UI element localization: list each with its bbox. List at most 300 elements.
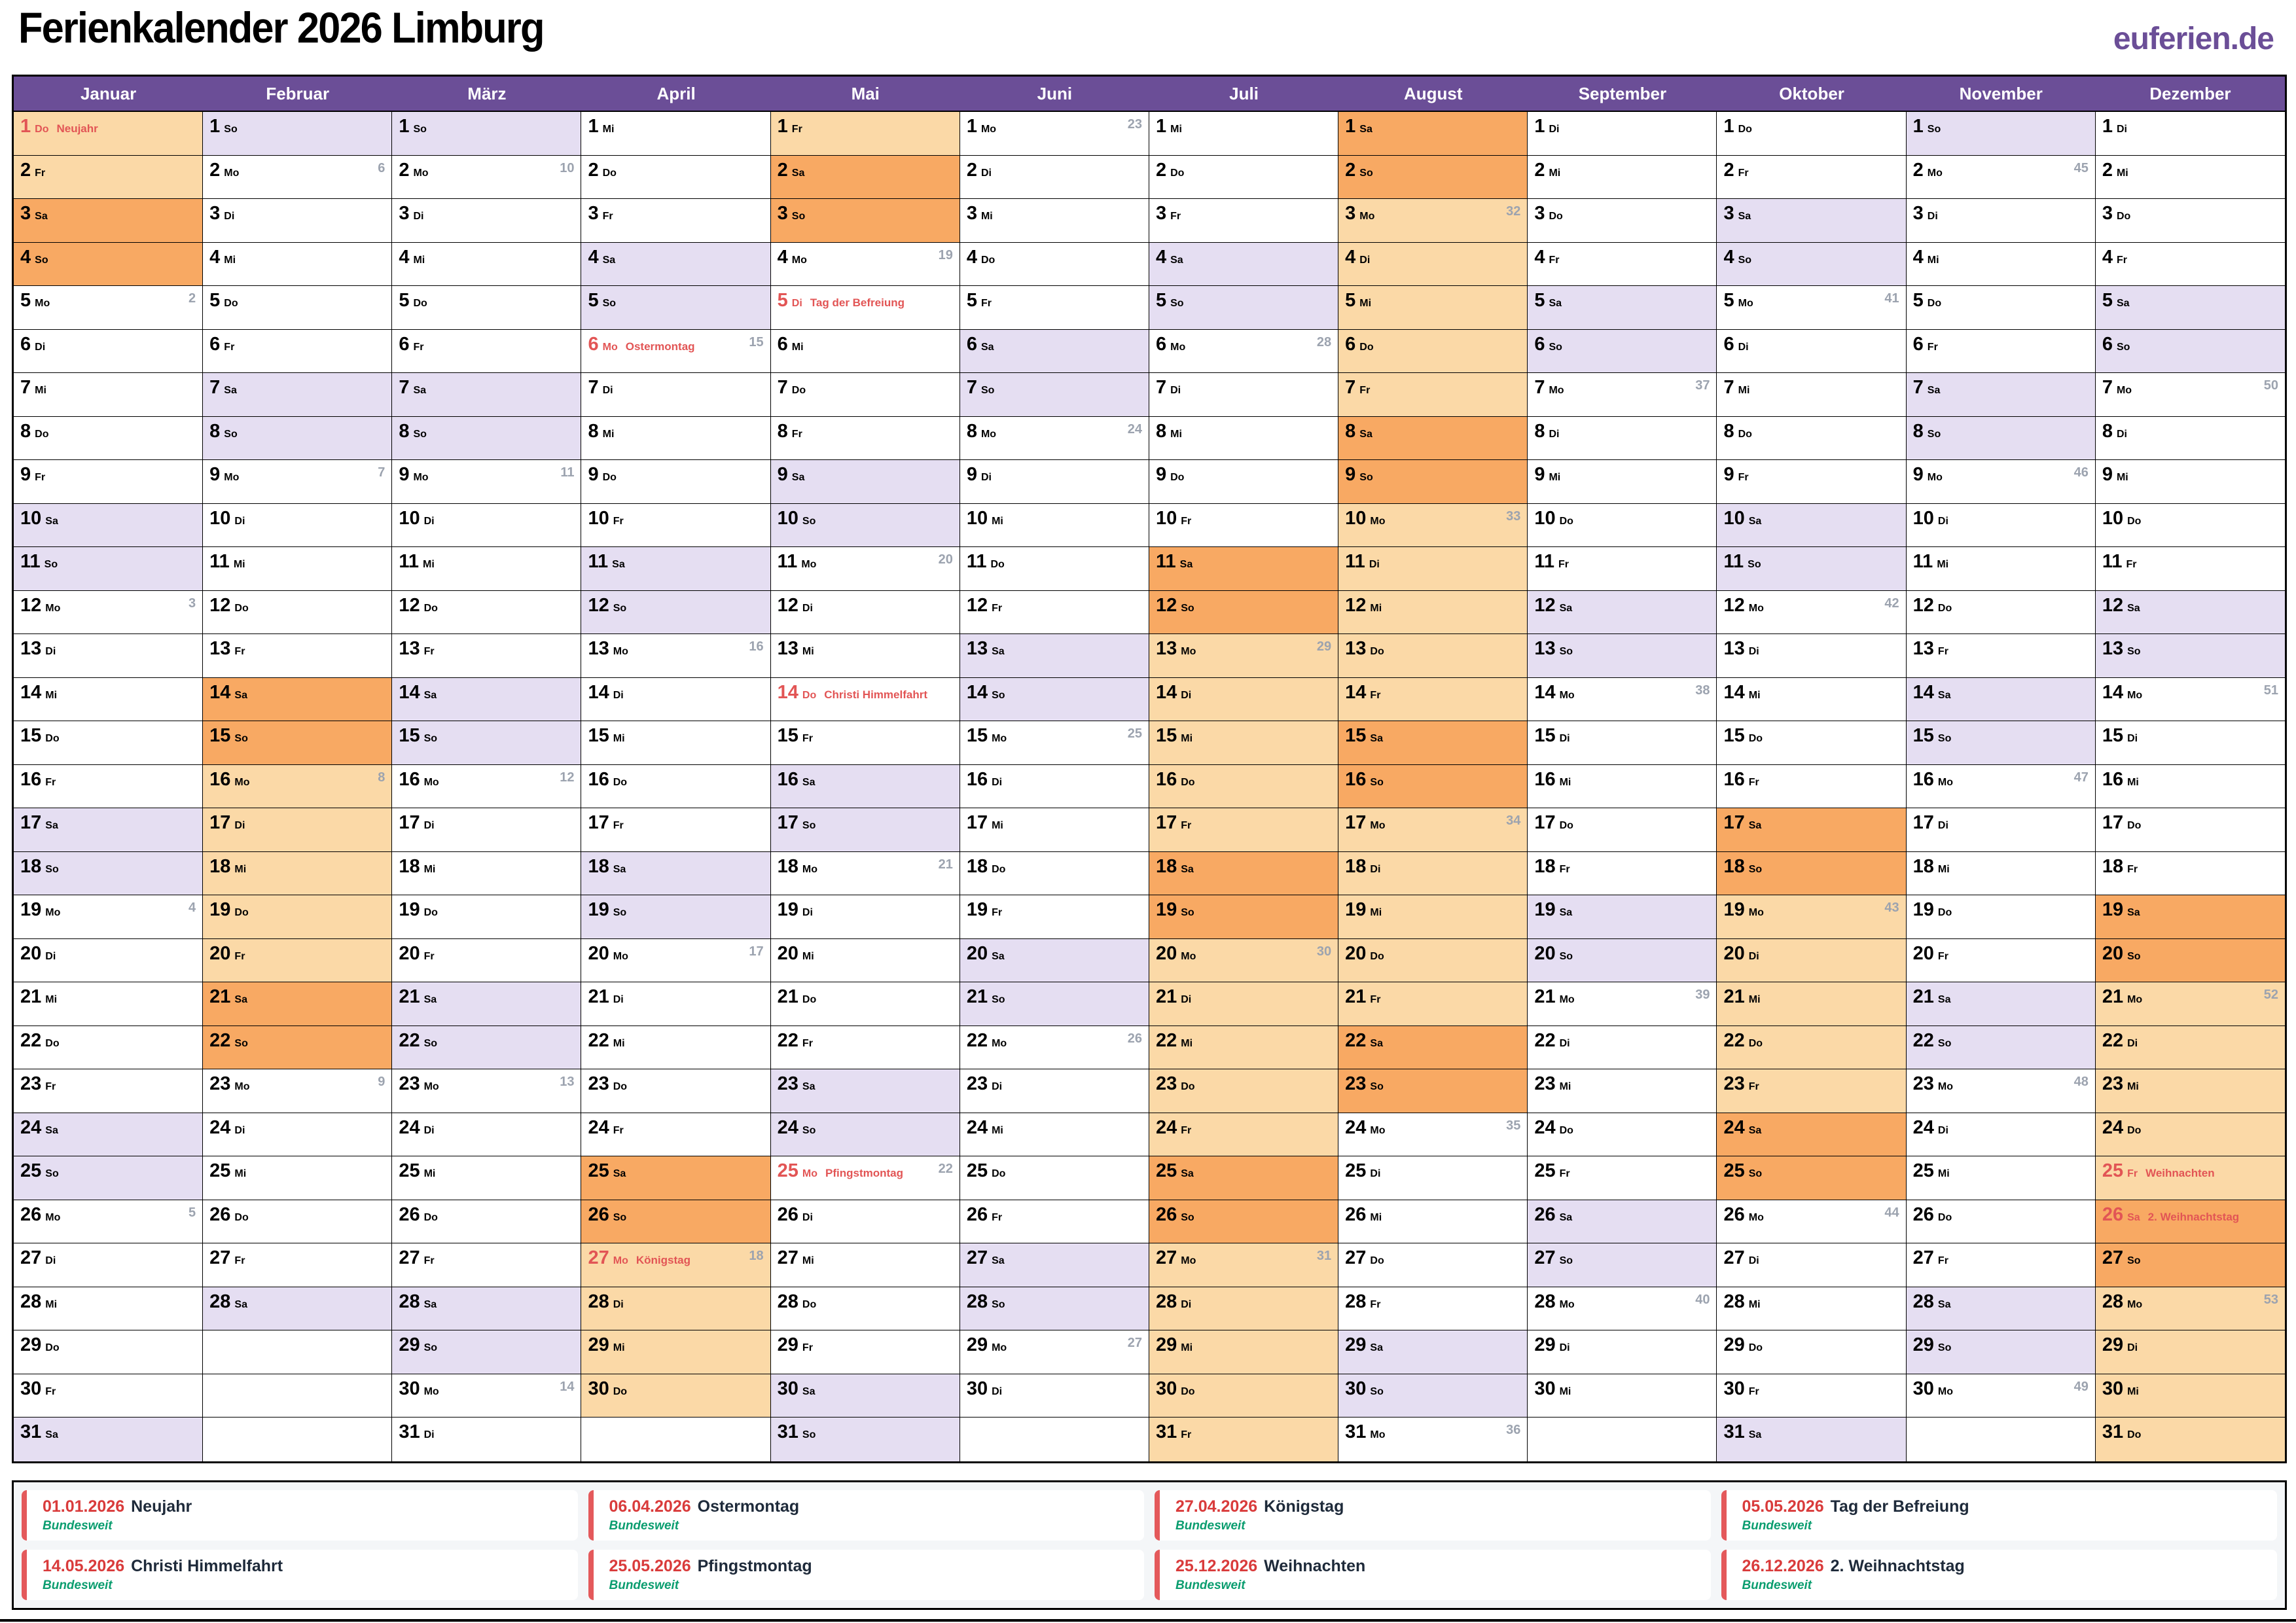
day-number: 26: [20, 1204, 42, 1225]
day-number: 16: [1155, 768, 1177, 790]
day-cell: [581, 112, 770, 156]
weekday-abbrev: Mo: [423, 1385, 439, 1397]
day-number: 6: [1912, 333, 1924, 355]
day-number: 14: [209, 681, 231, 703]
day-cell: [14, 982, 203, 1026]
day-cell: [1338, 1200, 1528, 1244]
day-cell: [581, 504, 770, 548]
weekday-abbrev: Sa: [1738, 211, 1751, 223]
weekday-abbrev: So: [45, 1168, 59, 1180]
weekday-abbrev: Mi: [992, 820, 1003, 832]
week-number: 17: [749, 944, 764, 959]
day-number: 6: [209, 333, 221, 355]
weekday-abbrev: So: [1748, 1168, 1763, 1180]
day-number: 9: [1155, 464, 1167, 486]
empty-cell: [960, 1418, 1149, 1461]
day-cell: [1907, 1113, 2096, 1157]
day-number: 15: [399, 725, 420, 747]
day-cell: [1338, 634, 1528, 678]
weekday-abbrev: Sa: [1549, 298, 1562, 310]
weekday-abbrev: Mo: [992, 1342, 1007, 1354]
weekday-abbrev: Di: [2127, 1342, 2138, 1354]
day-cell: [960, 504, 1149, 548]
week-number: 43: [1884, 901, 1899, 916]
day-cell: [1149, 939, 1338, 983]
day-cell: [1717, 591, 1906, 635]
day-number: 27: [1723, 1247, 1745, 1269]
legend-holiday-date: 06.04.2026: [609, 1497, 691, 1516]
day-cell: [771, 1200, 960, 1244]
weekday-abbrev: Do: [423, 602, 438, 614]
day-number: 21: [2102, 986, 2124, 1008]
day-cell: [581, 330, 770, 374]
day-number: 3: [209, 203, 221, 224]
week-number: 21: [938, 857, 953, 872]
day-cell: [392, 1418, 581, 1461]
day-number: 24: [20, 1116, 42, 1138]
week-number: 40: [1695, 1292, 1710, 1307]
day-number: 2: [777, 159, 788, 181]
weekday-abbrev: Mo: [224, 472, 240, 484]
day-number: 8: [20, 420, 31, 442]
day-number: 20: [1345, 942, 1367, 964]
day-cell: [1717, 678, 1906, 722]
day-cell: [1907, 1374, 2096, 1418]
weekday-abbrev: Mi: [1937, 559, 1949, 571]
legend-title-line: [1175, 1497, 1695, 1516]
weekday-abbrev: Mo: [992, 733, 1007, 745]
day-number: 25: [1155, 1160, 1177, 1182]
week-number: 9: [378, 1075, 386, 1090]
day-number: 3: [777, 203, 788, 224]
day-number: 18: [20, 855, 42, 877]
weekday-abbrev: Di: [2127, 1037, 2138, 1049]
day-cell: [1149, 591, 1338, 635]
day-number: 21: [399, 986, 420, 1008]
holiday-label: Christi Himmelfahrt: [824, 688, 927, 701]
day-cell: [1717, 1156, 1906, 1200]
day-cell: [14, 765, 203, 809]
day-number: 1: [2102, 116, 2113, 137]
day-number: 18: [2102, 855, 2124, 877]
day-number: 9: [1723, 464, 1734, 486]
day-number: 24: [588, 1116, 609, 1138]
day-cell: [1907, 112, 2096, 156]
weekday-abbrev: Di: [423, 1429, 435, 1441]
day-cell: [581, 1113, 770, 1157]
day-number: 28: [966, 1291, 988, 1312]
weekday-abbrev: Fr: [423, 1255, 435, 1267]
day-cell: [1907, 939, 2096, 983]
day-cell: [960, 547, 1149, 591]
weekday-abbrev: Di: [1181, 1298, 1192, 1310]
weekday-abbrev: Mi: [423, 1168, 436, 1180]
day-number: 24: [2102, 1116, 2124, 1138]
weekday-abbrev: Fr: [45, 776, 56, 788]
day-number: 18: [1155, 855, 1177, 877]
week-number: 22: [938, 1162, 953, 1177]
day-cell: [1528, 982, 1717, 1026]
weekday-abbrev: Do: [992, 863, 1006, 875]
week-number: 33: [1506, 508, 1521, 524]
day-number: 6: [399, 333, 410, 355]
day-cell: [1907, 1243, 2096, 1287]
day-cell: [2096, 808, 2285, 852]
legend-card: [1155, 1490, 1711, 1541]
day-number: 5: [1534, 290, 1545, 312]
day-number: 5: [966, 290, 977, 312]
day-cell: [2096, 373, 2285, 417]
day-number: 19: [2102, 899, 2124, 921]
weekday-abbrev: Fr: [613, 820, 624, 832]
day-number: 28: [20, 1291, 42, 1312]
weekday-abbrev: Mo: [45, 1211, 61, 1223]
day-number: 4: [1345, 246, 1356, 268]
weekday-abbrev: So: [423, 1037, 438, 1049]
day-cell: [1907, 765, 2096, 809]
week-number: 41: [1884, 291, 1899, 306]
weekday-abbrev: Mi: [2127, 776, 2139, 788]
weekday-abbrev: Mo: [1937, 1081, 1954, 1093]
day-number: 3: [1345, 203, 1356, 224]
day-cell: [1717, 1330, 1906, 1374]
day-number: 16: [2102, 768, 2124, 790]
day-number: 19: [209, 899, 231, 921]
weekday-abbrev: Sa: [802, 776, 816, 788]
day-number: 24: [966, 1116, 988, 1138]
day-cell: [771, 808, 960, 852]
day-cell: [581, 1069, 770, 1113]
weekday-abbrev: Sa: [1181, 1168, 1194, 1180]
weekday-abbrev: Fr: [2127, 863, 2138, 875]
weekday-abbrev: Do: [2127, 1124, 2142, 1136]
day-cell: [1149, 852, 1338, 896]
legend-holiday-name: Tag der Befreiung: [1830, 1497, 1969, 1516]
weekday-abbrev: Fr: [602, 211, 613, 223]
day-number: 3: [1912, 203, 1924, 224]
day-number: 5: [1345, 290, 1356, 312]
day-number: 4: [1534, 246, 1545, 268]
day-number: 20: [588, 942, 609, 964]
legend-holiday-date: 26.12.2026: [1742, 1556, 1824, 1575]
weekday-abbrev: Di: [1937, 820, 1948, 832]
weekday-abbrev: So: [1748, 559, 1761, 571]
week-number: 26: [1127, 1031, 1142, 1046]
weekday-abbrev: Sa: [613, 863, 626, 875]
day-number: 7: [588, 377, 599, 399]
day-number: 23: [1723, 1073, 1745, 1095]
weekday-abbrev: Di: [802, 602, 813, 614]
weekday-abbrev: Di: [1549, 124, 1560, 135]
day-cell: [960, 199, 1149, 243]
day-number: 25: [1534, 1160, 1556, 1182]
day-number: 22: [2102, 1029, 2124, 1051]
weekday-abbrev: Di: [992, 1081, 1003, 1093]
day-number: 10: [209, 507, 231, 529]
day-number: 17: [777, 812, 798, 834]
weekday-abbrev: Di: [423, 515, 435, 527]
day-number: 23: [2102, 1073, 2124, 1095]
legend-holiday-date: 25.05.2026: [609, 1556, 691, 1575]
day-number: 21: [20, 986, 42, 1008]
weekday-abbrev: Mo: [1937, 776, 1954, 788]
day-cell: [1717, 504, 1906, 548]
weekday-abbrev: Mo: [1927, 167, 1943, 179]
weekday-abbrev: Do: [1170, 472, 1185, 484]
day-number: 13: [1155, 638, 1177, 660]
day-cell: [960, 243, 1149, 287]
day-number: 28: [777, 1291, 798, 1312]
day-cell: [392, 504, 581, 548]
weekday-abbrev: Sa: [2127, 1211, 2140, 1223]
weekday-abbrev: Mi: [234, 863, 247, 875]
day-number: 20: [777, 942, 798, 964]
day-number: 4: [1723, 246, 1734, 268]
day-cell: [14, 156, 203, 200]
day-cell: [203, 721, 392, 765]
week-number: 10: [560, 160, 575, 175]
weekday-abbrev: Mo: [802, 1168, 818, 1180]
day-number: 7: [2102, 377, 2113, 399]
weekday-abbrev: So: [1181, 1211, 1194, 1223]
day-number: 15: [1345, 725, 1367, 747]
day-number: 3: [20, 203, 31, 224]
day-number: 2: [1345, 159, 1356, 181]
day-number: 22: [588, 1029, 609, 1051]
legend-card: [22, 1550, 578, 1600]
weekday-abbrev: Do: [423, 907, 438, 919]
day-number: 15: [777, 725, 798, 747]
day-number: 17: [588, 812, 609, 834]
day-cell: [2096, 1156, 2285, 1200]
weekday-abbrev: Do: [1927, 298, 1942, 310]
weekday-abbrev: Do: [980, 254, 996, 266]
weekday-abbrev: Sa: [1559, 907, 1573, 919]
weekday-abbrev: Fr: [1558, 559, 1569, 571]
day-cell: [1528, 808, 1717, 852]
day-number: 29: [966, 1334, 988, 1356]
weekday-abbrev: So: [1370, 1081, 1384, 1093]
legend-holiday-scope: Bundesweit: [609, 1578, 679, 1593]
day-cell: [1717, 199, 1906, 243]
weekday-abbrev: So: [413, 428, 427, 440]
weekday-abbrev: Mo: [2127, 1298, 2143, 1310]
day-number: 6: [588, 333, 599, 355]
day-number: 23: [588, 1073, 609, 1095]
day-cell: [771, 678, 960, 722]
week-number: 7: [378, 465, 386, 480]
day-cell: [1338, 678, 1528, 722]
day-cell: [960, 1374, 1149, 1418]
day-cell: [1149, 504, 1338, 548]
day-number: 16: [777, 768, 798, 790]
day-cell: [203, 112, 392, 156]
weekday-abbrev: So: [44, 559, 58, 571]
weekday-abbrev: Sa: [612, 559, 625, 571]
weekday-abbrev: Fr: [2126, 559, 2137, 571]
week-number: 29: [1316, 639, 1332, 654]
day-cell: [1149, 1156, 1338, 1200]
week-number: 5: [188, 1205, 196, 1220]
weekday-abbrev: Sa: [1370, 1037, 1383, 1049]
week-number: 3: [188, 596, 196, 611]
weekday-abbrev: So: [1370, 776, 1384, 788]
day-number: 1: [1912, 116, 1924, 137]
day-number: 19: [966, 899, 988, 921]
day-number: 8: [1155, 420, 1167, 442]
weekday-abbrev: Sa: [992, 950, 1005, 962]
day-cell: [2096, 1243, 2285, 1287]
week-number: 13: [560, 1075, 575, 1090]
day-number: 21: [1534, 986, 1556, 1008]
day-number: 7: [20, 377, 31, 399]
day-number: 24: [1155, 1116, 1177, 1138]
legend-holiday-scope: Bundesweit: [1175, 1519, 1246, 1533]
day-number: 11: [399, 551, 419, 573]
day-number: 30: [1345, 1378, 1367, 1399]
weekday-abbrev: So: [234, 733, 248, 745]
weekday-abbrev: Fr: [791, 428, 802, 440]
day-number: 19: [1345, 899, 1367, 921]
weekday-abbrev: Do: [1170, 167, 1185, 179]
day-cell: [203, 199, 392, 243]
weekday-abbrev: Mo: [980, 428, 997, 440]
day-cell: [1717, 1069, 1906, 1113]
day-number: 19: [1534, 899, 1556, 921]
day-cell: [203, 634, 392, 678]
weekday-abbrev: Mi: [791, 341, 804, 353]
day-cell: [1528, 373, 1717, 417]
day-number: 9: [1534, 464, 1545, 486]
weekday-abbrev: Di: [1369, 559, 1380, 571]
day-number: 28: [209, 1291, 231, 1312]
day-number: 26: [777, 1204, 798, 1225]
day-cell: [392, 199, 581, 243]
day-number: 8: [2102, 420, 2113, 442]
day-cell: [771, 1113, 960, 1157]
day-number: 23: [1155, 1073, 1177, 1095]
day-number: 29: [1912, 1334, 1934, 1356]
day-cell: [2096, 547, 2285, 591]
day-cell: [2096, 286, 2285, 330]
day-number: 10: [1155, 507, 1177, 529]
day-cell: [1907, 1069, 2096, 1113]
weekday-abbrev: Sa: [1559, 602, 1573, 614]
day-number: 12: [1912, 594, 1934, 616]
day-cell: [203, 460, 392, 504]
weekday-abbrev: Mo: [224, 167, 240, 179]
weekday-abbrev: Mo: [2127, 689, 2143, 701]
day-number: 4: [588, 246, 599, 268]
day-cell: [1528, 156, 1717, 200]
day-number: 13: [777, 638, 798, 660]
weekday-abbrev: Fr: [1748, 776, 1759, 788]
day-cell: [203, 1069, 392, 1113]
day-cell: [1149, 373, 1338, 417]
day-cell: [1149, 721, 1338, 765]
weekday-abbrev: Do: [1748, 1342, 1763, 1354]
day-number: 23: [20, 1073, 42, 1095]
day-number: 5: [1155, 290, 1167, 312]
weekday-abbrev: Mi: [613, 733, 625, 745]
day-cell: [1717, 373, 1906, 417]
day-cell: [14, 504, 203, 548]
day-number: 20: [1155, 942, 1177, 964]
day-number: 7: [777, 377, 788, 399]
day-number: 26: [1723, 1204, 1745, 1225]
day-cell: [1907, 504, 2096, 548]
day-number: 28: [1912, 1291, 1934, 1312]
day-cell: [1528, 1069, 1717, 1113]
day-cell: [960, 852, 1149, 896]
day-number: 24: [1345, 1116, 1367, 1138]
day-cell: [1717, 1200, 1906, 1244]
weekday-abbrev: Mi: [35, 385, 46, 397]
weekday-abbrev: Mi: [45, 689, 58, 701]
day-cell: [14, 547, 203, 591]
day-number: 23: [209, 1073, 231, 1095]
weekday-abbrev: Sa: [1927, 385, 1941, 397]
weekday-abbrev: Do: [1738, 428, 1752, 440]
day-number: 9: [1912, 464, 1924, 486]
weekday-abbrev: Mi: [613, 1037, 625, 1049]
day-number: 18: [777, 855, 798, 877]
day-number: 5: [588, 290, 599, 312]
day-number: 6: [20, 333, 31, 355]
weekday-abbrev: Sa: [45, 1124, 58, 1136]
day-number: 13: [966, 638, 988, 660]
weekday-abbrev: Mi: [2127, 1385, 2139, 1397]
day-cell: [2096, 1418, 2285, 1461]
legend-holiday-name: Königstag: [1264, 1497, 1344, 1516]
day-cell: [14, 1113, 203, 1157]
day-number: 16: [1534, 768, 1556, 790]
day-cell: [771, 330, 960, 374]
weekday-abbrev: Fr: [423, 646, 435, 658]
day-cell: [960, 678, 1149, 722]
day-number: 28: [399, 1291, 420, 1312]
day-number: 25: [399, 1160, 420, 1182]
day-cell: [203, 547, 392, 591]
day-cell: [392, 678, 581, 722]
day-number: 14: [1534, 681, 1556, 703]
day-number: 25: [777, 1160, 798, 1182]
weekday-abbrev: Do: [990, 559, 1005, 571]
day-number: 30: [1534, 1378, 1556, 1399]
day-cell: [1717, 765, 1906, 809]
day-number: 17: [966, 812, 988, 834]
weekday-abbrev: So: [413, 124, 427, 135]
week-number: 48: [2073, 1075, 2089, 1090]
day-cell: [2096, 1069, 2285, 1113]
day-number: 10: [1723, 507, 1745, 529]
weekday-abbrev: Sa: [1937, 994, 1951, 1006]
day-cell: [1907, 1200, 2096, 1244]
weekday-abbrev: Mo: [802, 863, 818, 875]
weekday-abbrev: Di: [1170, 385, 1181, 397]
day-cell: [1717, 1418, 1906, 1461]
weekday-abbrev: Sa: [791, 167, 805, 179]
month-header-april: April: [656, 83, 696, 103]
day-number: 31: [20, 1421, 42, 1443]
day-cell: [14, 373, 203, 417]
weekday-abbrev: Sa: [1748, 820, 1762, 832]
day-cell: [1528, 199, 1717, 243]
day-number: 21: [1912, 986, 1934, 1008]
weekday-abbrev: Do: [602, 167, 617, 179]
week-number: 23: [1127, 117, 1142, 132]
weekday-abbrev: So: [613, 1211, 627, 1223]
